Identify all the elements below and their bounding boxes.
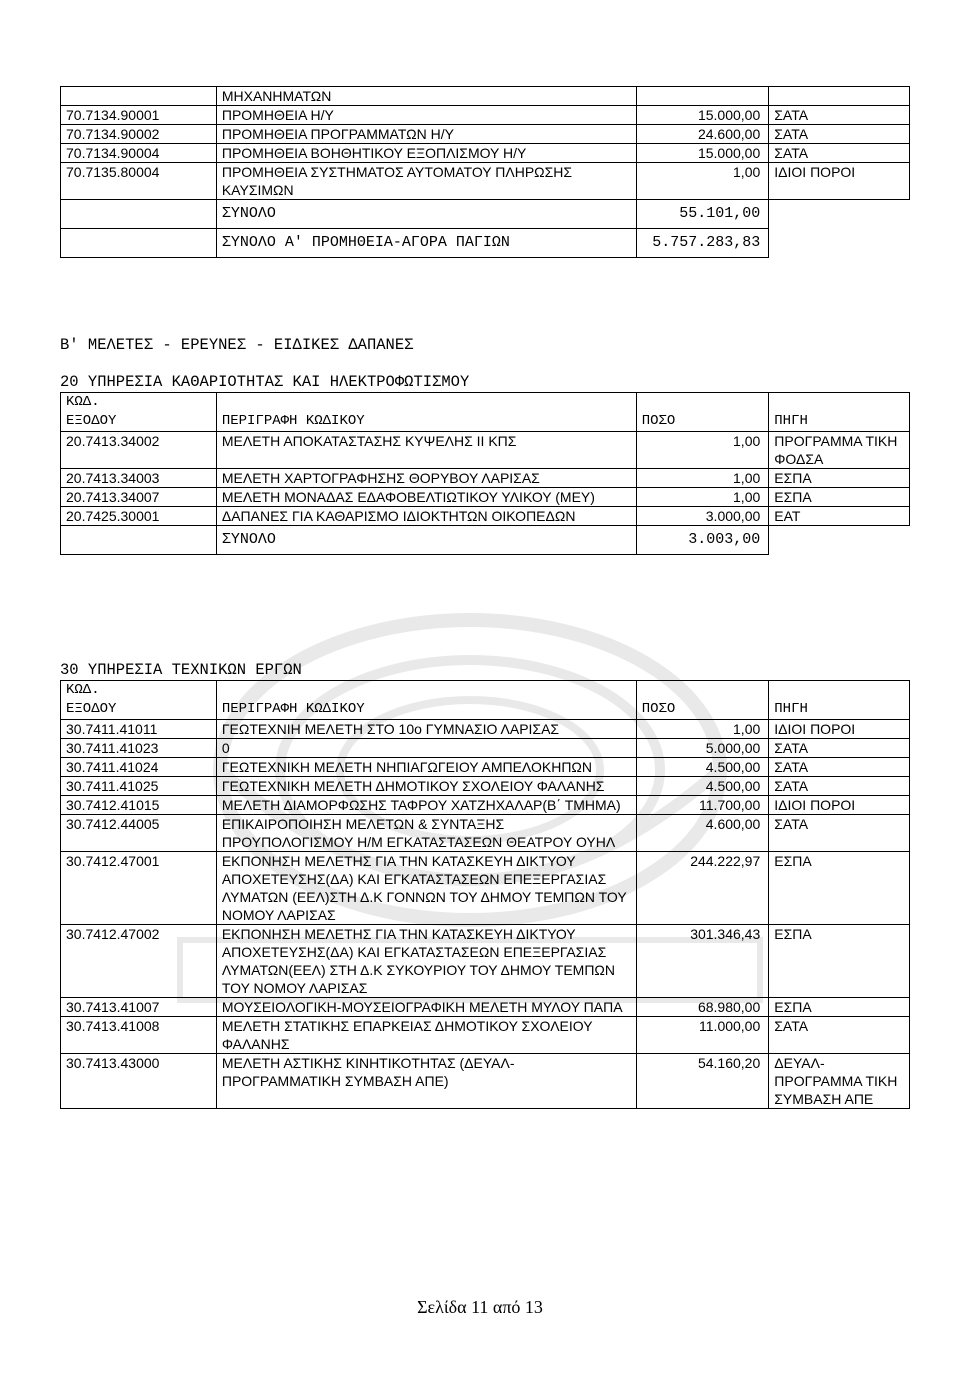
grand-total-value: 5.757.283,83 [636, 229, 769, 258]
table-row [61, 1017, 910, 1054]
table-row [61, 469, 910, 488]
total-value: 3.003,00 [636, 526, 769, 555]
row-code: 30.7411.41011 [61, 720, 217, 739]
row-description: ΜΗΧΑΝΗΜΑΤΩΝ [216, 87, 636, 106]
grand-total-label: ΣΥΝΟΛΟ Α' ΠΡΟΜΗΘΕΙΑ-ΑΓΟΡΑ ΠΑΓΙΩΝ [216, 229, 636, 258]
row-description: ΓΕΩΤΕΧΝΙΚΗ ΜΕΛΕΤΗ ΔΗΜΟΤΙΚΟΥ ΣΧΟΛΕΙΟΥ ΦΑΛΑΝΗΣ [216, 777, 636, 796]
header-code-line2: ΕΞΟΔΟΥ [66, 701, 117, 717]
row-code: 20.7425.30001 [61, 507, 217, 526]
row-code: 30.7412.44005 [61, 815, 217, 852]
table-header [61, 393, 910, 432]
table-row [61, 432, 910, 469]
row-description: ΜΕΛΕΤΗ ΣΤΑΤΙΚΗΣ ΕΠΑΡΚΕΙΑΣ ΔΗΜΟΤΙΚΟΥ ΣΧΟΛΕΙΟΥ ΦΑΛΑΝΗΣ [216, 1017, 636, 1054]
row-amount: 1,00 [636, 163, 769, 200]
section-1-table [60, 86, 910, 258]
row-amount: 1,00 [636, 720, 769, 739]
row-amount: 4.500,00 [636, 777, 769, 796]
row-description: ΓΕΩΤΕΧΝΙΚΗ ΜΕΛΕΤΗ ΝΗΠΙΑΓΩΓΕΙΟΥ ΑΜΠΕΛΟΚΗΠΩΝ [216, 758, 636, 777]
total-row [61, 526, 910, 555]
header-desc: ΠΕΡΙΓΡΑΦΗ ΚΩΔΙΚΟΥ [216, 681, 636, 720]
table-row [61, 739, 910, 758]
row-code: 20.7413.34002 [61, 432, 217, 469]
header-source: ΠΗΓΗ [769, 681, 910, 720]
row-amount: 24.600,00 [636, 125, 769, 144]
row-description: ΠΡΟΜΗΘΕΙΑ Η/Υ [216, 106, 636, 125]
table-row [61, 777, 910, 796]
row-source: ΣΑΤΑ [769, 125, 910, 144]
section-30 [60, 660, 910, 1109]
row-code: 70.7134.90004 [61, 144, 217, 163]
row-code: 30.7411.41023 [61, 739, 217, 758]
row-description: ΕΚΠΟΝΗΣΗ ΜΕΛΕΤΗΣ ΓΙΑ ΤΗΝ ΚΑΤΑΣΚΕΥΗ ΔΙΚΤΥΟΥ ΑΠΟΧΕΤΕΥΣΗΣ(ΔΑ) ΚΑΙ ΕΓΚΑΤΑΣΤΑΣΕΩΝ ΕΠΕΞΕΡΓΑΣΙΑΣ ΛΥΜΑΤΩΝ (ΕΕΛ)ΣΤΗ Δ.Κ ΓΟΝΝΩΝ ΤΟΥ ΔΗΜΟΥ ΤΕΜΠΩΝ ΤΟΥ ΝΟΜΟΥ ΛΑΡΙΣΑΣ [216, 852, 636, 925]
table-row [61, 815, 910, 852]
table-row [61, 488, 910, 507]
row-source: ΙΔΙΟΙ ΠΟΡΟΙ [769, 720, 910, 739]
row-code: 30.7412.41015 [61, 796, 217, 815]
row-source: ΕΣΠΑ [769, 925, 910, 998]
table-row [61, 106, 910, 125]
row-amount [636, 87, 769, 106]
row-code: 70.7134.90002 [61, 125, 217, 144]
row-description: ΕΚΠΟΝΗΣΗ ΜΕΛΕΤΗΣ ΓΙΑ ΤΗΝ ΚΑΤΑΣΚΕΥΗ ΔΙΚΤΥΟΥ ΑΠΟΧΕΤΕΥΣΗΣ(ΔΑ) ΚΑΙ ΕΓΚΑΤΑΣΤΑΣΕΩΝ ΕΠΕΞΕΡΓΑΣΙΑΣ ΛΥΜΑΤΩΝ(ΕΕΛ) ΣΤΗ Δ.Κ ΣΥΚΟΥΡΙΟΥ ΤΟΥ ΔΗΜΟΥ ΤΕΜΠΩΝ ΤΟΥ ΝΟΜΟΥ ΛΑΡΙΣΑΣ [216, 925, 636, 998]
header-code-line2: ΕΞΟΔΟΥ [66, 413, 117, 429]
row-source: ΣΑΤΑ [769, 1017, 910, 1054]
header-desc: ΠΕΡΙΓΡΑΦΗ ΚΩΔΙΚΟΥ [216, 393, 636, 432]
row-amount: 15.000,00 [636, 106, 769, 125]
row-amount: 244.222,97 [636, 852, 769, 925]
header-code-line1: ΚΩΔ. [66, 682, 100, 698]
row-amount: 68.980,00 [636, 998, 769, 1017]
row-amount: 1,00 [636, 469, 769, 488]
row-amount: 5.000,00 [636, 739, 769, 758]
row-description: ΜΕΛΕΤΗ ΑΣΤΙΚΗΣ ΚΙΝΗΤΙΚΟΤΗΤΑΣ (ΔΕΥΑΛ-ΠΡΟΓΡΑΜΜΑΤΙΚΗ ΣΥΜΒΑΣΗ ΑΠΕ) [216, 1054, 636, 1109]
section-b-title: Β' ΜΕΛΕΤΕΣ - ΕΡΕΥΝΕΣ - ΕΙΔΙΚΕΣ ΔΑΠΑΝΕΣ [60, 336, 414, 354]
section-20 [60, 372, 910, 555]
row-source: ΙΔΙΟΙ ΠΟΡΟΙ [769, 163, 910, 200]
row-amount: 11.700,00 [636, 796, 769, 815]
header-amount: ΠΟΣΟ [636, 393, 769, 432]
row-source: ΕΣΠΑ [769, 852, 910, 925]
table-row [61, 758, 910, 777]
section-30-table [60, 680, 910, 1109]
row-code: 20.7413.34003 [61, 469, 217, 488]
table-row [61, 796, 910, 815]
header-code-line1: ΚΩΔ. [66, 394, 100, 410]
row-description: ΜΕΛΕΤΗ ΔΙΑΜΟΡΦΩΣΗΣ ΤΑΦΡΟΥ ΧΑΤΖΗΧΑΛΑΡ(Β΄ ΤΜΗΜΑ) [216, 796, 636, 815]
section-20-table [60, 392, 910, 555]
row-description: ΓΕΩΤΕΧΝΙΗ ΜΕΛΕΤΗ ΣΤΟ 10ο ΓΥΜΝΑΣΙΟ ΛΑΡΙΣΑΣ [216, 720, 636, 739]
table-header [61, 681, 910, 720]
table-row [61, 87, 910, 106]
total-value: 55.101,00 [636, 200, 769, 229]
row-amount: 11.000,00 [636, 1017, 769, 1054]
row-source: ΣΑΤΑ [769, 815, 910, 852]
row-code: 30.7412.47001 [61, 852, 217, 925]
row-source: ΣΑΤΑ [769, 106, 910, 125]
row-source: ΕΣΠΑ [769, 998, 910, 1017]
row-description: 0 [216, 739, 636, 758]
row-amount: 1,00 [636, 432, 769, 469]
table-row [61, 507, 910, 526]
total-label: ΣΥΝΟΛΟ [216, 526, 636, 555]
row-source: ΕΣΠΑ [769, 488, 910, 507]
section-30-title: 30 ΥΠΗΡΕΣΙΑ ΤΕΧΝΙΚΩΝ ΕΡΓΩΝ [60, 661, 302, 679]
row-source: ΣΑΤΑ [769, 758, 910, 777]
total-label: ΣΥΝΟΛΟ [216, 200, 636, 229]
section-1 [60, 86, 910, 258]
row-code: 30.7411.41025 [61, 777, 217, 796]
table-row [61, 144, 910, 163]
table-row [61, 852, 910, 925]
table-row [61, 163, 910, 200]
row-source: ΣΑΤΑ [769, 144, 910, 163]
row-code: 30.7413.41007 [61, 998, 217, 1017]
row-amount: 15.000,00 [636, 144, 769, 163]
table-row [61, 1054, 910, 1109]
row-description: ΠΡΟΜΗΘΕΙΑ ΣΥΣΤΗΜΑΤΟΣ ΑΥΤΟΜΑΤΟΥ ΠΛΗΡΩΣΗΣ ΚΑΥΣΙΜΩΝ [216, 163, 636, 200]
row-description: ΜΟΥΣΕΙΟΛΟΓΙΚΗ-ΜΟΥΣΕΙΟΓΡΑΦΙΚΗ ΜΕΛΕΤΗ ΜΥΛΟΥ ΠΑΠΑ [216, 998, 636, 1017]
row-description: ΜΕΛΕΤΗ ΜΟΝΑΔΑΣ ΕΔΑΦΟΒΕΛΤΙΩΤΙΚΟΥ ΥΛΙΚΟΥ (ΜΕΥ) [216, 488, 636, 507]
row-amount: 3.000,00 [636, 507, 769, 526]
row-source: ΙΔΙΟΙ ΠΟΡΟΙ [769, 796, 910, 815]
row-code: 70.7134.90001 [61, 106, 217, 125]
row-code: 70.7135.80004 [61, 163, 217, 200]
row-amount: 4.600,00 [636, 815, 769, 852]
table-row [61, 998, 910, 1017]
row-code: 30.7413.43000 [61, 1054, 217, 1109]
row-description: ΠΡΟΜΗΘΕΙΑ ΒΟΗΘΗΤΙΚΟΥ ΕΞΟΠΛΙΣΜΟΥ Η/Υ [216, 144, 636, 163]
row-source: ΕΣΠΑ [769, 469, 910, 488]
row-source: ΔΕΥΑΛ-ΠΡΟΓΡΑΜΜΑ ΤΙΚΗ ΣΥΜΒΑΣΗ ΑΠΕ [769, 1054, 910, 1109]
row-amount: 4.500,00 [636, 758, 769, 777]
row-description: ΠΡΟΜΗΘΕΙΑ ΠΡΟΓΡΑΜΜΑΤΩΝ Η/Υ [216, 125, 636, 144]
grand-total-row [61, 229, 910, 258]
row-description: ΕΠΙΚΑΙΡΟΠΟΙΗΣΗ ΜΕΛΕΤΩΝ & ΣΥΝΤΑΞΗΣ ΠΡΟΥΠΟΛΟΓΙΣΜΟΥ Η/Μ ΕΓΚΑΤΑΣΤΑΣΕΩΝ ΘΕΑΤΡΟΥ ΟΥΗΛ [216, 815, 636, 852]
row-code: 30.7411.41024 [61, 758, 217, 777]
total-row [61, 200, 910, 229]
table-row [61, 125, 910, 144]
table-row [61, 925, 910, 998]
row-source: ΕΑΤ [769, 507, 910, 526]
row-amount: 301.346,43 [636, 925, 769, 998]
row-code [61, 87, 217, 106]
row-code: 30.7412.47002 [61, 925, 217, 998]
row-code: 30.7413.41008 [61, 1017, 217, 1054]
row-amount: 1,00 [636, 488, 769, 507]
row-source: ΠΡΟΓΡΑΜΜΑ ΤΙΚΗ ΦΟΔΣΑ [769, 432, 910, 469]
row-code: 20.7413.34007 [61, 488, 217, 507]
page-footer: Σελίδα 11 από 13 [417, 1297, 543, 1317]
row-source: ΣΑΤΑ [769, 777, 910, 796]
section-20-title: 20 ΥΠΗΡΕΣΙΑ ΚΑΘΑΡΙΟΤΗΤΑΣ ΚΑΙ ΗΛΕΚΤΡΟΦΩΤΙΣΜΟΥ [60, 373, 470, 391]
header-amount: ΠΟΣΟ [636, 681, 769, 720]
header-source: ΠΗΓΗ [769, 393, 910, 432]
row-description: ΜΕΛΕΤΗ ΑΠΟΚΑΤΑΣΤΑΣΗΣ ΚΥΨΕΛΗΣ ΙΙ ΚΠΣ [216, 432, 636, 469]
row-source: ΣΑΤΑ [769, 739, 910, 758]
row-source [769, 87, 910, 106]
row-description: ΜΕΛΕΤΗ ΧΑΡΤΟΓΡΑΦΗΣΗΣ ΘΟΡΥΒΟΥ ΛΑΡΙΣΑΣ [216, 469, 636, 488]
row-amount: 54.160,20 [636, 1054, 769, 1109]
row-description: ΔΑΠΑΝΕΣ ΓΙΑ ΚΑΘΑΡΙΣΜΟ ΙΔΙΟΚΤΗΤΩΝ ΟΙΚΟΠΕΔΩΝ [216, 507, 636, 526]
table-row [61, 720, 910, 739]
